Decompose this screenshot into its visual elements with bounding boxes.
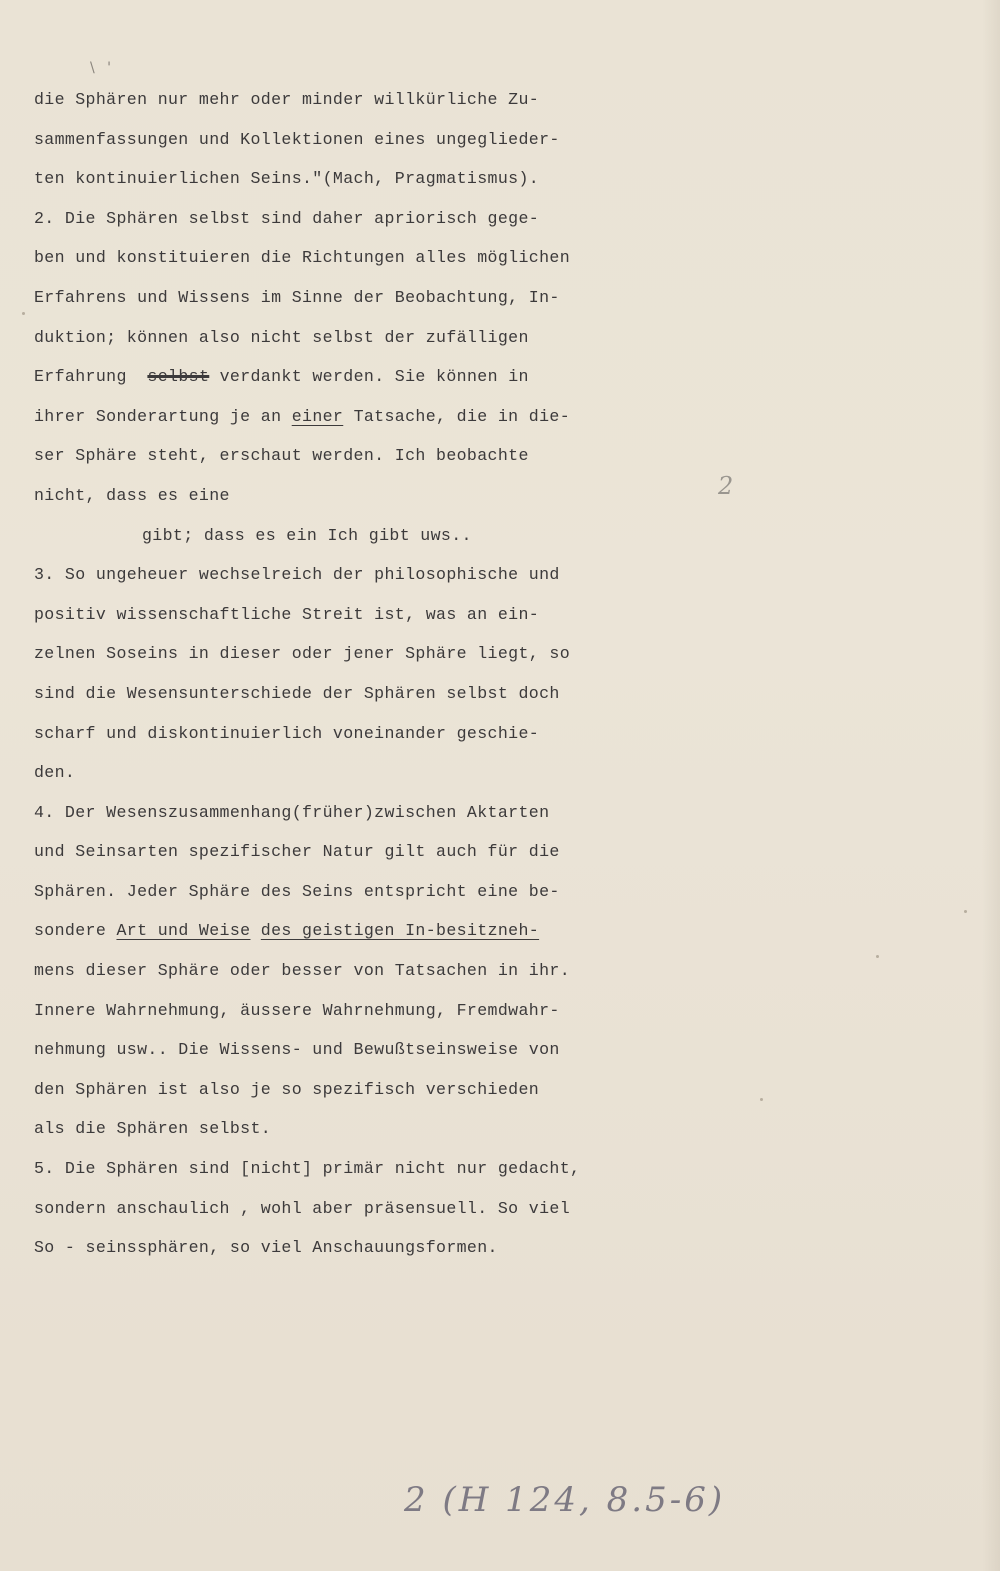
text-line: und Seinsarten spezifischer Natur gilt auch für die xyxy=(34,842,560,862)
text-line: nehmung usw.. Die Wissens- und Bewußtseinsweise von xyxy=(34,1040,560,1060)
text-line: Sphären. Jeder Sphäre des Seins entspricht eine be- xyxy=(34,881,560,901)
text-line-indented: gibt; dass es ein Ich gibt uws.. xyxy=(142,525,472,545)
text-line: 2. Die Sphären selbst sind daher apriorisch gege- xyxy=(34,208,540,228)
text-fragment: Tatsache, die in die- xyxy=(353,406,571,426)
page-edge-shadow xyxy=(982,0,1000,1571)
text-line: 4. Der Wesenszusammenhang(früher)zwischen Aktarten xyxy=(34,802,550,822)
text-fragment: des geistigen In-besitzneh- xyxy=(260,921,540,941)
text-line: den Sphären ist also je so spezifisch verschieden xyxy=(34,1079,540,1099)
paper-speck xyxy=(760,1098,763,1101)
text-line-underlined xyxy=(34,401,674,441)
text-line: So - seinssphären, so viel Anschauungsformen. xyxy=(34,1238,498,1258)
underlined-word: einer xyxy=(291,406,344,426)
struck-word: selbst xyxy=(147,367,210,387)
text-line: ben und konstituieren die Richtungen alles möglichen xyxy=(34,248,571,268)
text-line: Innere Wahrnehmung, äussere Wahrnehmung, Fremdwahr- xyxy=(34,1000,560,1020)
text-line: ten kontinuierlichen Seins."(Mach, Pragmatismus). xyxy=(34,169,540,189)
top-pencil-marks: \ ' xyxy=(90,60,116,76)
text-line: nicht, dass es eine xyxy=(34,485,230,505)
text-line: 5. Die Sphären sind [nicht] primär nicht nur gedacht, xyxy=(34,1159,581,1179)
text-line: duktion; können also nicht selbst der zufälligen xyxy=(34,327,529,347)
text-line: mens dieser Sphäre oder besser von Tatsachen in ihr. xyxy=(34,961,571,981)
text-line: sind die Wesensunterschiede der Sphären selbst doch xyxy=(34,683,560,703)
text-line: sondern anschaulich , wohl aber präsensuell. So viel xyxy=(34,1198,571,1218)
text-line: Erfahrens und Wissens im Sinne der Beobachtung, In- xyxy=(34,287,560,307)
paper-speck xyxy=(876,955,879,958)
underlined-phrase: Art und Weise xyxy=(116,921,251,941)
text-fragment: sondere xyxy=(34,921,107,941)
text-fragment: Erfahrung xyxy=(34,367,127,387)
text-line: zelnen Soseins in dieser oder jener Sphäre liegt, so xyxy=(34,644,571,664)
margin-page-number: 2 xyxy=(718,472,734,500)
text-line-struck xyxy=(34,361,674,401)
text-line: den. xyxy=(34,763,76,783)
text-line: 3. So ungeheuer wechselreich der philosophische und xyxy=(34,565,560,585)
text-fragment: verdankt werden. Sie können in xyxy=(219,367,529,387)
text-line: sammenfassungen und Kollektionen eines ungeglieder- xyxy=(34,129,560,149)
paper-speck xyxy=(964,910,967,913)
archive-reference: 2 (H 124, 8.5-6) xyxy=(404,1480,726,1520)
text-line: die Sphären nur mehr oder minder willkürliche Zu- xyxy=(34,90,540,109)
text-fragment: ihrer Sonderartung je an xyxy=(34,406,282,426)
text-line: als die Sphären selbst. xyxy=(34,1119,272,1139)
text-line: positiv wissenschaftliche Streit ist, was an ein- xyxy=(34,604,540,624)
text-line: scharf und diskontinuierlich voneinander geschie- xyxy=(34,723,540,743)
text-line-underlined xyxy=(34,915,674,955)
text-line: ser Sphäre steht, erschaut werden. Ich beobachte xyxy=(34,446,529,466)
paper-speck xyxy=(22,312,25,315)
typed-text-block xyxy=(34,84,674,1272)
